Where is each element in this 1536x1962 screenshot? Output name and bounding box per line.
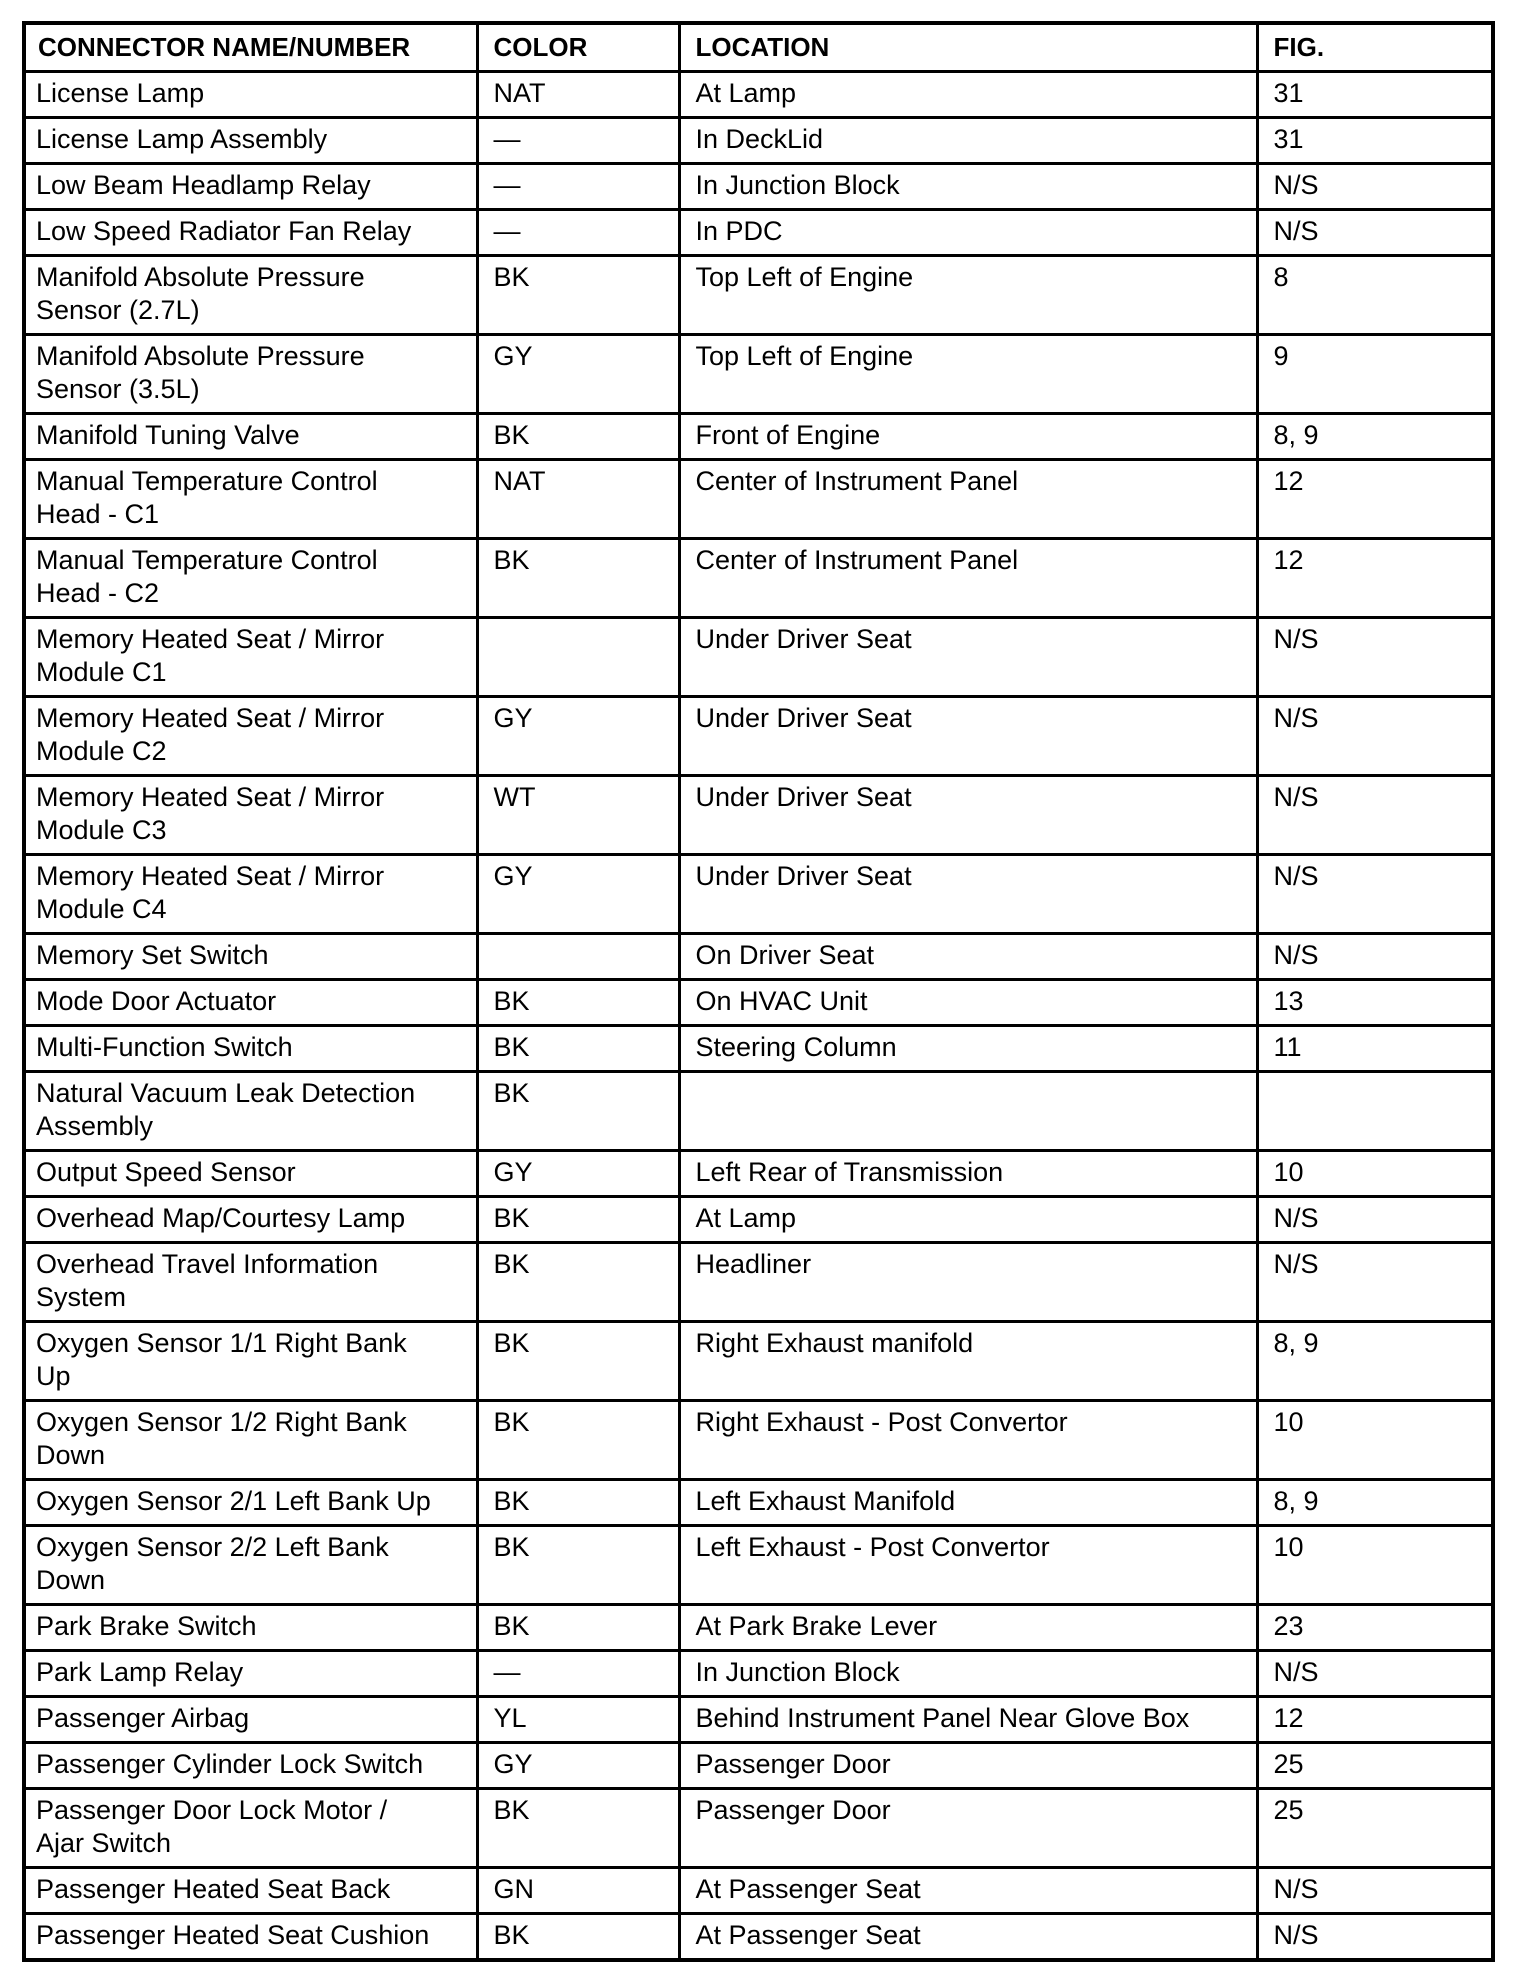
cell-connector-name: Oxygen Sensor 1/2 Right Bank Down — [24, 1401, 477, 1480]
cell-connector-name: Low Beam Headlamp Relay — [24, 164, 477, 210]
table-row — [24, 1651, 1493, 1697]
cell-color: — — [477, 210, 679, 256]
table-row — [24, 776, 1493, 855]
table-row — [24, 1914, 1493, 1961]
table-row — [24, 335, 1493, 414]
cell-color: — — [477, 118, 679, 164]
cell-fig: N/S — [1257, 855, 1493, 934]
table-row — [24, 1697, 1493, 1743]
cell-location: At Passenger Seat — [679, 1914, 1257, 1961]
table-row — [24, 1789, 1493, 1868]
cell-fig: N/S — [1257, 934, 1493, 980]
cell-location: Center of Instrument Panel — [679, 460, 1257, 539]
cell-connector-name: Memory Heated Seat / Mirror Module C1 — [24, 618, 477, 697]
cell-color: BK — [477, 1526, 679, 1605]
cell-color: GY — [477, 697, 679, 776]
cell-location: Behind Instrument Panel Near Glove Box — [679, 1697, 1257, 1743]
cell-fig: 8, 9 — [1257, 1322, 1493, 1401]
cell-fig: 10 — [1257, 1526, 1493, 1605]
cell-color: GN — [477, 1868, 679, 1914]
table-row — [24, 1605, 1493, 1651]
cell-connector-name: Memory Set Switch — [24, 934, 477, 980]
cell-location: Right Exhaust - Post Convertor — [679, 1401, 1257, 1480]
cell-location: Left Exhaust Manifold — [679, 1480, 1257, 1526]
table-row — [24, 934, 1493, 980]
cell-connector-name: Natural Vacuum Leak Detection Assembly — [24, 1072, 477, 1151]
cell-color: NAT — [477, 72, 679, 118]
cell-fig: N/S — [1257, 1868, 1493, 1914]
cell-connector-name: Oxygen Sensor 2/2 Left Bank Down — [24, 1526, 477, 1605]
cell-location: Front of Engine — [679, 414, 1257, 460]
cell-color: BK — [477, 1914, 679, 1961]
cell-connector-name: Oxygen Sensor 1/1 Right Bank Up — [24, 1322, 477, 1401]
table-row — [24, 256, 1493, 335]
cell-connector-name: Memory Heated Seat / Mirror Module C4 — [24, 855, 477, 934]
cell-location: Right Exhaust manifold — [679, 1322, 1257, 1401]
cell-fig: N/S — [1257, 164, 1493, 210]
cell-color: BK — [477, 1480, 679, 1526]
table-row — [24, 460, 1493, 539]
cell-fig: 12 — [1257, 460, 1493, 539]
table-row — [24, 414, 1493, 460]
cell-color — [477, 934, 679, 980]
header-color: COLOR — [477, 23, 679, 72]
cell-fig: N/S — [1257, 210, 1493, 256]
cell-connector-name: Passenger Airbag — [24, 1697, 477, 1743]
cell-connector-name: Manual Temperature Control Head - C1 — [24, 460, 477, 539]
cell-color: BK — [477, 1789, 679, 1868]
cell-color: GY — [477, 335, 679, 414]
cell-connector-name: Park Lamp Relay — [24, 1651, 477, 1697]
table-row — [24, 1072, 1493, 1151]
table-row — [24, 1868, 1493, 1914]
cell-color: BK — [477, 1401, 679, 1480]
cell-connector-name: License Lamp — [24, 72, 477, 118]
table-row — [24, 118, 1493, 164]
connector-table — [22, 21, 1495, 1962]
cell-fig: N/S — [1257, 1651, 1493, 1697]
cell-location: In Junction Block — [679, 164, 1257, 210]
header-fig: FIG. — [1257, 23, 1493, 72]
cell-fig: 12 — [1257, 1697, 1493, 1743]
cell-connector-name: Output Speed Sensor — [24, 1151, 477, 1197]
cell-location: Passenger Door — [679, 1743, 1257, 1789]
cell-connector-name: Overhead Map/Courtesy Lamp — [24, 1197, 477, 1243]
cell-color: BK — [477, 1197, 679, 1243]
table-row — [24, 618, 1493, 697]
cell-location: In DeckLid — [679, 118, 1257, 164]
table-row — [24, 164, 1493, 210]
cell-location: In PDC — [679, 210, 1257, 256]
cell-color: BK — [477, 980, 679, 1026]
cell-location: Under Driver Seat — [679, 776, 1257, 855]
cell-fig: 12 — [1257, 539, 1493, 618]
table-row — [24, 1151, 1493, 1197]
cell-fig: N/S — [1257, 618, 1493, 697]
cell-color: GY — [477, 1743, 679, 1789]
cell-color: YL — [477, 1697, 679, 1743]
cell-location: Under Driver Seat — [679, 697, 1257, 776]
cell-location: On Driver Seat — [679, 934, 1257, 980]
cell-location: At Lamp — [679, 72, 1257, 118]
table-row — [24, 1401, 1493, 1480]
cell-color — [477, 618, 679, 697]
cell-fig: 8, 9 — [1257, 1480, 1493, 1526]
cell-location: Under Driver Seat — [679, 855, 1257, 934]
header-location: LOCATION — [679, 23, 1257, 72]
cell-location — [679, 1072, 1257, 1151]
table-row — [24, 855, 1493, 934]
cell-connector-name: Multi-Function Switch — [24, 1026, 477, 1072]
cell-connector-name: Passenger Cylinder Lock Switch — [24, 1743, 477, 1789]
cell-connector-name: Passenger Heated Seat Back — [24, 1868, 477, 1914]
cell-fig: 8 — [1257, 256, 1493, 335]
cell-color: BK — [477, 1072, 679, 1151]
cell-location: At Park Brake Lever — [679, 1605, 1257, 1651]
cell-connector-name: Low Speed Radiator Fan Relay — [24, 210, 477, 256]
cell-location: At Passenger Seat — [679, 1868, 1257, 1914]
cell-connector-name: Manifold Absolute Pressure Sensor (2.7L) — [24, 256, 477, 335]
cell-color: BK — [477, 1243, 679, 1322]
cell-location: Steering Column — [679, 1026, 1257, 1072]
cell-fig: N/S — [1257, 776, 1493, 855]
cell-location: Passenger Door — [679, 1789, 1257, 1868]
cell-fig — [1257, 1072, 1493, 1151]
cell-connector-name: Park Brake Switch — [24, 1605, 477, 1651]
cell-connector-name: Manifold Tuning Valve — [24, 414, 477, 460]
cell-color: GY — [477, 1151, 679, 1197]
cell-fig: 13 — [1257, 980, 1493, 1026]
cell-fig: 31 — [1257, 118, 1493, 164]
table-row — [24, 697, 1493, 776]
cell-connector-name: Manifold Absolute Pressure Sensor (3.5L) — [24, 335, 477, 414]
cell-fig: N/S — [1257, 1243, 1493, 1322]
table-row — [24, 72, 1493, 118]
cell-location: Left Rear of Transmission — [679, 1151, 1257, 1197]
table-row — [24, 1526, 1493, 1605]
cell-location: Left Exhaust - Post Convertor — [679, 1526, 1257, 1605]
cell-location: On HVAC Unit — [679, 980, 1257, 1026]
table-row — [24, 980, 1493, 1026]
cell-color: BK — [477, 1322, 679, 1401]
table-row — [24, 1480, 1493, 1526]
cell-fig: 10 — [1257, 1151, 1493, 1197]
cell-color: GY — [477, 855, 679, 934]
table-body — [24, 72, 1493, 1961]
table-row — [24, 1026, 1493, 1072]
cell-location: Top Left of Engine — [679, 256, 1257, 335]
cell-color: BK — [477, 1026, 679, 1072]
table-row — [24, 210, 1493, 256]
cell-fig: 9 — [1257, 335, 1493, 414]
cell-color: — — [477, 1651, 679, 1697]
table-row — [24, 1743, 1493, 1789]
cell-color: WT — [477, 776, 679, 855]
cell-connector-name: Manual Temperature Control Head - C2 — [24, 539, 477, 618]
cell-fig: 25 — [1257, 1743, 1493, 1789]
cell-connector-name: Mode Door Actuator — [24, 980, 477, 1026]
cell-fig: N/S — [1257, 697, 1493, 776]
table-header-row — [24, 23, 1493, 72]
cell-location: In Junction Block — [679, 1651, 1257, 1697]
cell-color: BK — [477, 414, 679, 460]
table-row — [24, 539, 1493, 618]
cell-connector-name: Overhead Travel Information System — [24, 1243, 477, 1322]
cell-color: — — [477, 164, 679, 210]
cell-connector-name: License Lamp Assembly — [24, 118, 477, 164]
cell-fig: 8, 9 — [1257, 414, 1493, 460]
cell-connector-name: Memory Heated Seat / Mirror Module C2 — [24, 697, 477, 776]
cell-fig: 31 — [1257, 72, 1493, 118]
cell-fig: 10 — [1257, 1401, 1493, 1480]
cell-location: Top Left of Engine — [679, 335, 1257, 414]
cell-color: BK — [477, 256, 679, 335]
cell-fig: 11 — [1257, 1026, 1493, 1072]
cell-color: BK — [477, 539, 679, 618]
table-row — [24, 1243, 1493, 1322]
cell-fig: N/S — [1257, 1197, 1493, 1243]
header-connector-name: CONNECTOR NAME/NUMBER — [24, 23, 477, 72]
cell-fig: N/S — [1257, 1914, 1493, 1961]
cell-fig: 23 — [1257, 1605, 1493, 1651]
cell-location: Under Driver Seat — [679, 618, 1257, 697]
cell-color: NAT — [477, 460, 679, 539]
table-row — [24, 1322, 1493, 1401]
cell-location: At Lamp — [679, 1197, 1257, 1243]
cell-location: Headliner — [679, 1243, 1257, 1322]
cell-connector-name: Passenger Door Lock Motor / Ajar Switch — [24, 1789, 477, 1868]
cell-location: Center of Instrument Panel — [679, 539, 1257, 618]
cell-color: BK — [477, 1605, 679, 1651]
table-row — [24, 1197, 1493, 1243]
cell-connector-name: Memory Heated Seat / Mirror Module C3 — [24, 776, 477, 855]
cell-connector-name: Oxygen Sensor 2/1 Left Bank Up — [24, 1480, 477, 1526]
cell-connector-name: Passenger Heated Seat Cushion — [24, 1914, 477, 1961]
cell-fig: 25 — [1257, 1789, 1493, 1868]
